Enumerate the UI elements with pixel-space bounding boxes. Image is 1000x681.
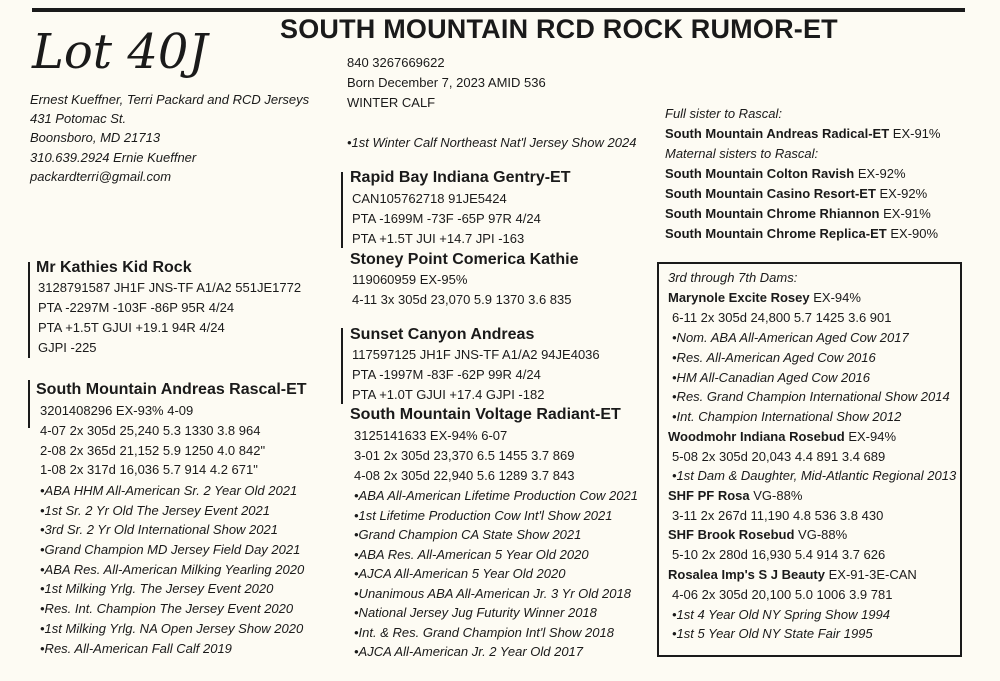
dam-entry-title — [668, 488, 802, 504]
dam-dam-award: •ABA Res. All-American 5 Year Old 2020 — [354, 547, 589, 562]
sister-score: EX-92% — [879, 186, 928, 201]
dam-dam-award: •Grand Champion CA State Show 2021 — [354, 527, 582, 542]
dam-award: •3rd Sr. 2 Yr Old International Show 2021 — [40, 522, 278, 537]
sister-score: EX-90% — [890, 226, 939, 241]
sister-entry — [665, 206, 931, 222]
dam-entry-title — [668, 429, 896, 445]
sister-score: EX-91% — [892, 126, 941, 141]
sister-entry — [665, 186, 927, 202]
dam-sire-line: PTA +1.0T GJUI +17.4 GJPI -182 — [352, 387, 545, 402]
ancestor-dam-note: •1st Dam & Daughter, Mid-Atlantic Regional 2013 — [672, 468, 957, 483]
sister-score: EX-92% — [857, 166, 906, 181]
owner-line: Boonsboro, MD 21713 — [30, 130, 161, 145]
dam-dam-award: •National Jersey Jug Futurity Winner 2018 — [354, 605, 597, 620]
dam-record: 2-08 2x 365d 21,152 5.9 1250 4.0 842" — [40, 443, 266, 458]
ancestor-dam-score: EX-94% — [813, 290, 861, 305]
sister-name: South Mountain Colton Ravish — [665, 166, 855, 181]
ancestor-dam-name: SHF Brook Rosebud — [668, 527, 795, 542]
dam-sire-line: PTA -1997M -83F -62P 99R 4/24 — [352, 367, 541, 382]
ancestor-dam-note: •Nom. ABA All-American Aged Cow 2017 — [672, 330, 909, 345]
sister-entry — [665, 226, 938, 242]
ancestor-dam-score: VG-88% — [753, 488, 803, 503]
dam-dam-record: 3-01 2x 305d 23,370 6.5 1455 3.7 869 — [354, 448, 575, 463]
sire-sire-line: CAN105762718 91JE5424 — [352, 191, 507, 206]
ancestor-dam-note: •Res. Grand Champion International Show 2014 — [672, 389, 950, 404]
sire-line: PTA -2297M -103F -86P 95R 4/24 — [38, 300, 235, 315]
dam-name: South Mountain Andreas Rascal-ET — [36, 381, 307, 398]
dam-award: •1st Milking Yrlg. NA Open Jersey Show 2020 — [40, 621, 304, 636]
ancestor-dam-note: •1st 4 Year Old NY Spring Show 1994 — [672, 607, 890, 622]
sire-line: PTA +1.5T GJUI +19.1 94R 4/24 — [38, 320, 225, 335]
lot-number — [28, 14, 258, 84]
sister-name: South Mountain Casino Resort-ET — [665, 186, 876, 201]
sister-name: South Mountain Chrome Replica-ET — [665, 226, 887, 241]
dam-award: •Res. Int. Champion The Jersey Event 2020 — [40, 601, 294, 616]
sire-sire-bracket — [341, 172, 343, 248]
ancestor-dam-record: 5-10 2x 280d 16,930 5.4 914 3.7 626 — [672, 547, 886, 562]
sire-sire-name: Rapid Bay Indiana Gentry-ET — [350, 169, 571, 186]
dam-dam-award: •AJCA All-American Jr. 2 Year Old 2017 — [354, 644, 584, 659]
dam-record: 4-07 2x 305d 25,240 5.3 1330 3.8 964 — [40, 423, 261, 438]
ancestor-dam-record: 3-11 2x 267d 11,190 4.8 536 3.8 430 — [672, 508, 884, 523]
dam-sire-bracket — [341, 328, 343, 404]
dam-dam-name: South Mountain Voltage Radiant-ET — [350, 406, 621, 423]
sire-dam-name: Stoney Point Comerica Kathie — [350, 251, 579, 268]
dam-award: •1st Sr. 2 Yr Old The Jersey Event 2021 — [40, 503, 270, 518]
dam-dam-award: •Int. & Res. Grand Champion Int'l Show 2018 — [354, 625, 614, 640]
dam-dam-record: 4-08 2x 305d 22,940 5.6 1289 3.7 843 — [354, 468, 575, 483]
dam-bracket — [28, 380, 30, 428]
dam-dam-award: •ABA All-American Lifetime Production Cow 2021 — [354, 488, 638, 503]
ancestor-dam-score: EX-91-3E-CAN — [828, 567, 917, 582]
maternal-sisters-heading: Maternal sisters to Rascal: — [665, 146, 819, 161]
ancestor-dam-score: EX-94% — [848, 429, 897, 444]
sister-entry — [665, 166, 906, 182]
lot-text: Lot 40J — [32, 24, 208, 80]
dam-dam-award: •1st Lifetime Production Cow Int'l Show 2021 — [354, 508, 613, 523]
dam-award: •ABA HHM All-American Sr. 2 Year Old 2021 — [40, 483, 298, 498]
owner-email: packardterri@gmail.com — [30, 169, 172, 184]
dam-dam-line: 3125141633 EX-94% 6-07 — [354, 428, 508, 443]
sire-sire-line: PTA +1.5T JUI +14.7 JPI -163 — [352, 231, 525, 246]
ancestor-dam-name: SHF PF Rosa — [668, 488, 750, 503]
page-title: SOUTH MOUNTAIN RCD ROCK RUMOR-ET — [280, 14, 838, 44]
dam-line: 3201408296 EX-93% 4-09 — [40, 403, 194, 418]
dam-dam-award: •Unanimous ABA All-American Jr. 3 Yr Old 2018 — [354, 586, 631, 601]
ancestor-dam-name: Rosalea Imp's S J Beauty — [668, 567, 825, 582]
sire-dam-record: 4-11 3x 305d 23,070 5.9 1370 3.6 835 — [352, 292, 572, 307]
sire-sire-line: PTA -1699M -73F -65P 97R 4/24 — [352, 211, 541, 226]
sire-dam-line: 119060959 EX-95% — [352, 272, 468, 287]
sire-bracket — [28, 262, 30, 358]
ancestor-dam-note: •1st 5 Year Old NY State Fair 1995 — [672, 626, 873, 641]
sire-name: Mr Kathies Kid Rock — [36, 259, 192, 276]
dam-entry-title — [668, 527, 847, 543]
owner-line: 431 Potomac St. — [30, 111, 127, 126]
owner-line: Ernest Kueffner, Terri Packard and RCD Jerseys — [30, 92, 310, 107]
dam-award: •ABA Res. All-American Milking Yearling 2020 — [40, 562, 305, 577]
lot-handwriting — [28, 14, 258, 84]
dam-dam-award: •AJCA All-American 5 Year Old 2020 — [354, 566, 566, 581]
dam-sire-line: 117597125 JH1F JNS-TF A1/A2 94JE4036 — [352, 347, 600, 362]
dam-entry-title — [668, 290, 861, 306]
ancestor-dam-note: •HM All-Canadian Aged Cow 2016 — [672, 370, 870, 385]
ancestor-dam-record: 5-08 2x 305d 20,043 4.4 891 3.4 689 — [672, 449, 886, 464]
dam-entry-title — [668, 567, 917, 583]
ancestor-dam-record: 4-06 2x 305d 20,100 5.0 1006 3.9 781 — [672, 587, 893, 602]
dam-award: •Grand Champion MD Jersey Field Day 2021 — [40, 542, 301, 557]
sire-line: GJPI -225 — [38, 340, 97, 355]
dam-sire-name: Sunset Canyon Andreas — [350, 326, 535, 343]
sister-name: South Mountain Andreas Radical-ET — [665, 126, 890, 141]
ancestor-dam-name: Woodmohr Indiana Rosebud — [668, 429, 845, 444]
dam-award: •Res. All-American Fall Calf 2019 — [40, 641, 232, 656]
ancestor-dam-name: Marynole Excite Rosey — [668, 290, 810, 305]
dam-record: 1-08 2x 317d 16,036 5.7 914 4.2 671" — [40, 462, 258, 477]
sister-entry — [665, 126, 940, 142]
sister-name: South Mountain Chrome Rhiannon — [665, 206, 880, 221]
top-rule — [32, 8, 965, 12]
ancestor-dam-note: •Int. Champion International Show 2012 — [672, 409, 902, 424]
dams-heading: 3rd through 7th Dams: — [668, 270, 798, 285]
ancestor-dam-score: VG-88% — [798, 527, 848, 542]
animal-born: Born December 7, 2023 AMID 536 — [347, 75, 546, 90]
dam-award: •1st Milking Yrlg. The Jersey Event 2020 — [40, 581, 274, 596]
ancestor-dam-note: •Res. All-American Aged Cow 2016 — [672, 350, 876, 365]
sire-line: 3128791587 JH1F JNS-TF A1/A2 551JE1772 — [38, 280, 302, 295]
owner-line: 310.639.2924 Ernie Kueffner — [30, 150, 197, 165]
ancestor-dam-record: 6-11 2x 305d 24,800 5.7 1425 3.6 901 — [672, 310, 892, 325]
animal-class: WINTER CALF — [347, 95, 436, 110]
animal-award: •1st Winter Calf Northeast Nat'l Jersey Show 2024 — [347, 135, 637, 150]
sister-score: EX-91% — [883, 206, 931, 221]
full-sister-heading: Full sister to Rascal: — [665, 106, 783, 121]
animal-id: 840 3267669622 — [347, 55, 445, 70]
